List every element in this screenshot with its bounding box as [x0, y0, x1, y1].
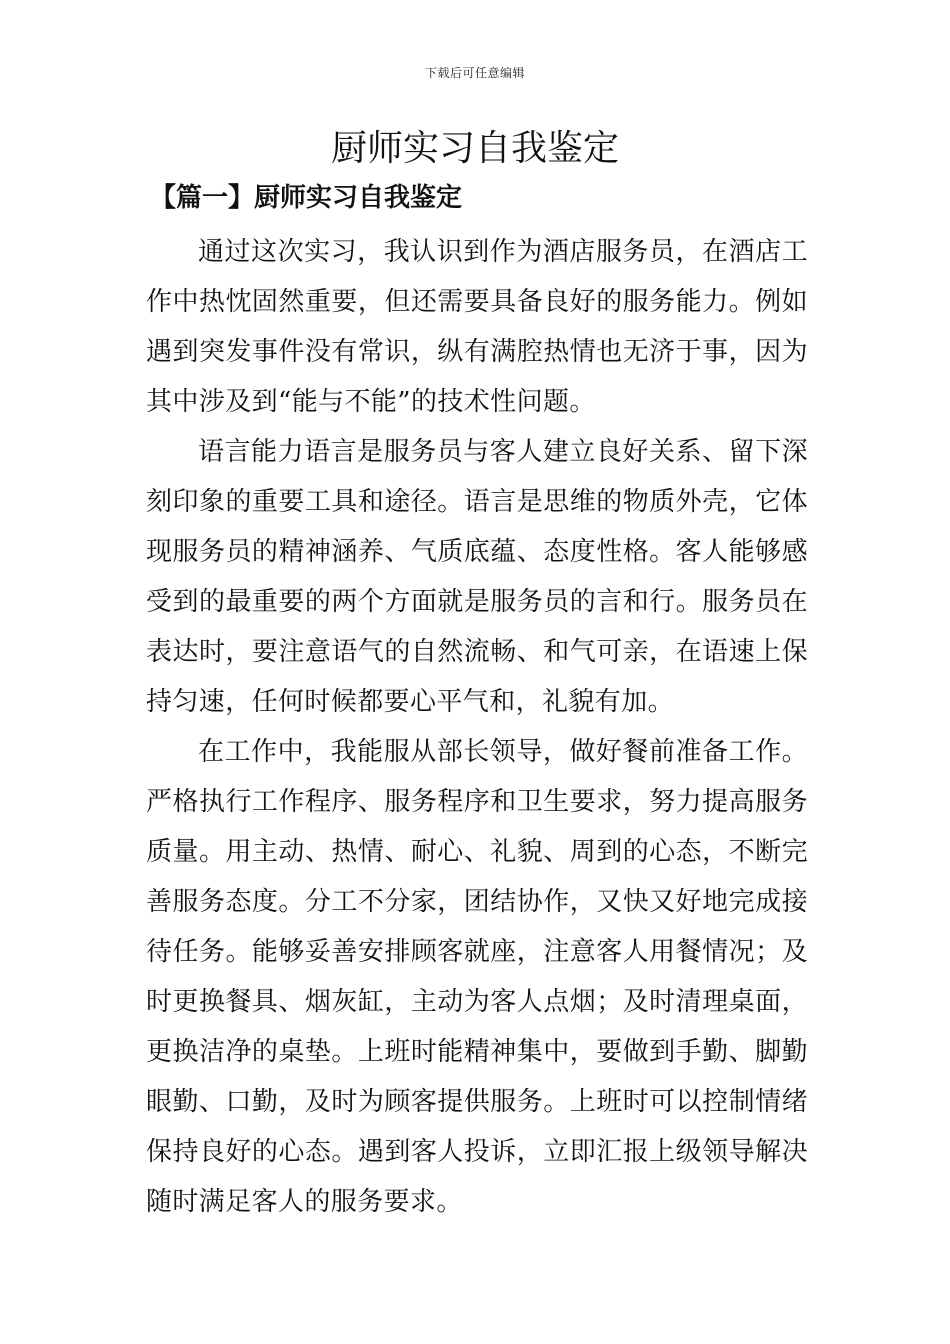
- header-note: 下载后可任意编辑: [424, 66, 525, 80]
- paragraph-2: 语言能力语言是服务员与客人建立良好关系、留下深刻印象的重要工具和途径。语言是思维的物质外壳，它体现服务员的精神涵养、气质底蕴、态度性格。客人能够感受到的最重要的两个方面就是服务员的言和行。服务员在表达时，要注意语气的自然流畅、和气可亲，在语速上保持匀速，任何时候都要心平气和，礼貌有加。: [146, 437, 808, 717]
- section-heading: 【篇一】厨师实习自我鉴定: [150, 183, 463, 213]
- body-text: [146, 227, 808, 1227]
- paragraph-1: 通过这次实习，我认识到作为酒店服务员，在酒店工作中热忱固然重要，但还需要具备良好的服务能力。例如遇到突发事件没有常识，纵有满腔热情也无济于事，因为其中涉及到“能与不能”的技术性问题。: [146, 237, 808, 417]
- document-title: 厨师实习自我鉴定: [330, 128, 619, 169]
- paragraph-3: 在工作中，我能服从部长领导，做好餐前准备工作。严格执行工作程序、服务程序和卫生要求，努力提高服务质量。用主动、热情、耐心、礼貌、周到的心态，不断完善服务态度。分工不分家，团结协作，又快又好地完成接待任务。能够妥善安排顾客就座，注意客人用餐情况；及时更换餐具、烟灰缸，主动为客人点烟；及时清理桌面，更换洁净的桌垫。上班时能精神集中，要做到手勤、脚勤眼勤、口勤，及时为顾客提供服务。上班时可以控制情绪保持良好的心态。遇到客人投诉，立即汇报上级领导解决随时满足客人的服务要求。: [146, 737, 808, 1217]
